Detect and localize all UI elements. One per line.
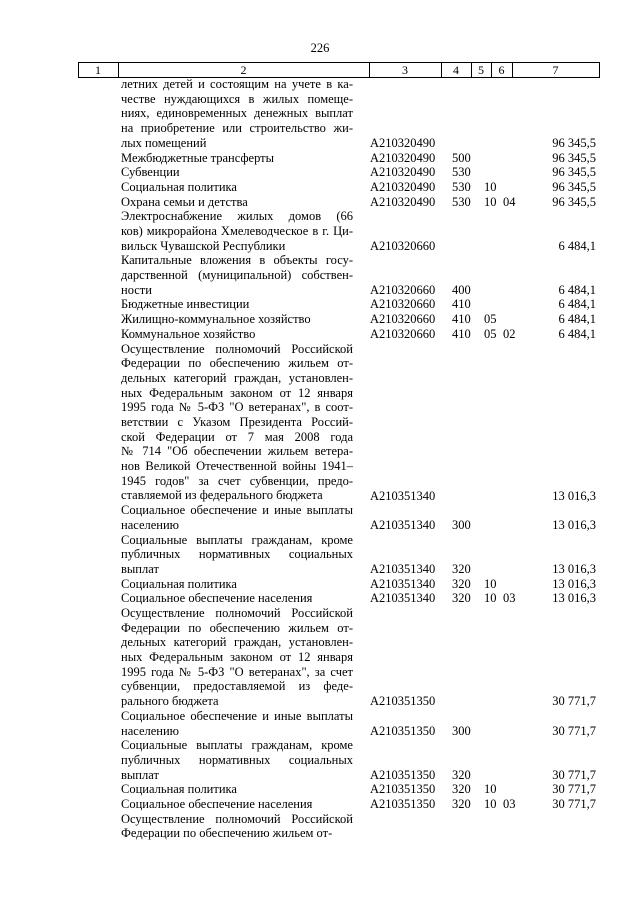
description-line: 1945 годов" за счет субвенции, предо- <box>121 473 353 488</box>
row-amount: 13 016,3 <box>552 576 596 591</box>
description-line: № 714 "Об обеспечении жильем ветера- <box>121 444 353 459</box>
table-row <box>0 312 640 327</box>
row-description <box>121 797 353 812</box>
row-amount: 13 016,3 <box>552 488 596 503</box>
row-amount: 96 345,5 <box>552 179 596 194</box>
row-amount: 13 016,3 <box>552 561 596 576</box>
row-description <box>121 342 353 504</box>
row-amount: 6 484,1 <box>558 312 596 327</box>
row-code: А210351350 <box>370 797 436 812</box>
row-expense-type: 410 <box>452 297 471 312</box>
row-expense-type: 300 <box>452 517 471 532</box>
description-line: Бюджетные инвестиции <box>121 297 250 312</box>
row-code: А210351340 <box>370 517 436 532</box>
row-amount: 30 771,7 <box>552 782 596 797</box>
description-line: публичных нормативных социальных <box>121 753 353 768</box>
table-row <box>0 709 640 738</box>
row-description <box>121 738 353 782</box>
row-code: А210320660 <box>370 282 436 297</box>
row-code: А210351340 <box>370 488 436 503</box>
table-row <box>0 342 640 504</box>
row-section: 05 <box>484 312 497 327</box>
description-line: Субвенции <box>121 165 180 180</box>
table-row <box>0 812 640 841</box>
row-amount: 96 345,5 <box>552 194 596 209</box>
description-line: населению <box>121 723 179 738</box>
row-code: А210320490 <box>370 165 436 180</box>
description-line: Социальная политика <box>121 179 237 194</box>
page-number: 226 <box>310 41 330 55</box>
row-expense-type: 300 <box>452 723 471 738</box>
row-section: 10 <box>484 576 497 591</box>
row-description <box>121 533 353 577</box>
description-line: населению <box>121 517 179 532</box>
row-amount: 6 484,1 <box>558 297 596 312</box>
description-line: Осуществление полномочий Российской <box>121 606 353 621</box>
row-description <box>121 297 353 312</box>
description-line: честве нуждающихся в жилых помеще- <box>121 91 353 106</box>
description-line: дарственной (муниципальной) собствен- <box>121 268 353 283</box>
description-line: дельных категорий граждан, установлен- <box>121 635 353 650</box>
description-line: ности <box>121 282 152 297</box>
description-line: Электроснабжение жилых домов (66 <box>121 209 353 224</box>
description-line: нов Великой Отечественной войны 1941– <box>121 459 353 473</box>
row-expense-type: 320 <box>452 591 471 606</box>
row-amount: 96 345,5 <box>552 135 596 150</box>
description-line: Федерации по обеспечению жильем от- <box>121 620 353 635</box>
header-col-6: 6 <box>498 63 505 77</box>
description-line: Осуществление полномочий Российской <box>121 341 353 356</box>
description-line: Социальные выплаты гражданам, кроме <box>121 532 353 547</box>
table-row <box>0 738 640 782</box>
row-description <box>121 253 353 297</box>
description-line: выплат <box>121 561 159 576</box>
description-line: субвенции, предоставляемой из феде- <box>121 679 353 694</box>
row-expense-type: 410 <box>452 326 471 341</box>
description-line: Капитальные вложения в объекты госу- <box>121 253 353 268</box>
row-amount: 13 016,3 <box>552 517 596 532</box>
row-section: 05 <box>484 326 497 341</box>
row-description <box>121 577 353 592</box>
description-line: Социальная политика <box>121 576 237 591</box>
table-row <box>0 195 640 210</box>
table-row <box>0 577 640 592</box>
row-code: А210351340 <box>370 561 436 576</box>
row-description <box>121 606 353 709</box>
description-line: Социальное обеспечение и иные выплаты <box>121 503 353 518</box>
table-row <box>0 503 640 532</box>
description-line: Межбюджетные трансферты <box>121 150 275 165</box>
description-line: летних детей и состоящим на учете в ка- <box>121 77 353 91</box>
header-col-1: 1 <box>95 63 101 77</box>
table-body <box>0 77 640 841</box>
header-col-4: 4 <box>453 63 459 77</box>
row-code: А210351350 <box>370 694 436 709</box>
row-amount: 6 484,1 <box>558 282 596 297</box>
table-row <box>0 165 640 180</box>
description-line: Жилищно-коммунальное хозяйство <box>121 312 311 327</box>
description-line: Социальное обеспечение и иные выплаты <box>121 708 353 723</box>
row-subsection: 03 <box>503 797 516 812</box>
description-line: дельных категорий граждан, установлен- <box>121 370 353 385</box>
description-line: Осуществление полномочий Российской <box>121 811 353 826</box>
row-description <box>121 151 353 166</box>
description-line: Социальная политика <box>121 782 237 797</box>
table-row <box>0 151 640 166</box>
row-description <box>121 327 353 342</box>
table-row <box>0 180 640 195</box>
row-subsection: 02 <box>503 326 516 341</box>
row-section: 10 <box>484 782 497 797</box>
row-description <box>121 165 353 180</box>
row-expense-type: 530 <box>452 194 471 209</box>
table-row <box>0 327 640 342</box>
row-code: А210351340 <box>370 591 436 606</box>
row-amount: 13 016,3 <box>552 591 596 606</box>
table-row <box>0 606 640 709</box>
table-row <box>0 782 640 797</box>
table-row <box>0 297 640 312</box>
row-expense-type: 320 <box>452 561 471 576</box>
row-expense-type: 530 <box>452 165 471 180</box>
table-row <box>0 591 640 606</box>
row-description <box>121 709 353 738</box>
description-line: публичных нормативных социальных <box>121 547 353 562</box>
row-code: А210351350 <box>370 767 436 782</box>
description-line: Социальные выплаты гражданам, кроме <box>121 738 353 753</box>
description-line: рального бюджета <box>121 694 219 709</box>
description-line: ставляемой из федерального бюджета <box>121 488 323 503</box>
row-section: 10 <box>484 179 497 194</box>
row-section: 10 <box>484 797 497 812</box>
header-col-3: 3 <box>402 63 408 77</box>
row-expense-type: 320 <box>452 767 471 782</box>
row-code: А210351350 <box>370 782 436 797</box>
row-amount: 30 771,7 <box>552 767 596 782</box>
row-code: А210320490 <box>370 150 436 165</box>
header-col-5: 5 <box>478 63 484 77</box>
row-code: А210320660 <box>370 312 436 327</box>
row-code: А210320660 <box>370 238 436 253</box>
description-line: 1995 года № 5-ФЗ "О ветеранах", в соот- <box>121 400 353 415</box>
row-description <box>121 812 353 841</box>
description-line: Социальное обеспечение населения <box>121 591 313 606</box>
row-expense-type: 320 <box>452 576 471 591</box>
row-code: А210320490 <box>370 179 436 194</box>
description-line: Охрана семьи и детства <box>121 194 248 209</box>
description-line: 1995 года № 5-ФЗ "О ветеранах", за счет <box>121 664 353 679</box>
row-code: А210320660 <box>370 326 436 341</box>
row-expense-type: 320 <box>452 797 471 812</box>
table-row <box>0 77 640 151</box>
table-row <box>0 209 640 253</box>
row-section: 10 <box>484 591 497 606</box>
description-line: на приобретение или строительство жи- <box>121 121 353 136</box>
table-row <box>0 533 640 577</box>
description-line: Социальное обеспечение населения <box>121 797 313 812</box>
table-row <box>0 253 640 297</box>
row-description <box>121 503 353 532</box>
row-expense-type: 320 <box>452 782 471 797</box>
row-code: А210320660 <box>370 297 436 312</box>
row-amount: 96 345,5 <box>552 150 596 165</box>
row-expense-type: 530 <box>452 179 471 194</box>
row-description <box>121 312 353 327</box>
row-description <box>121 591 353 606</box>
row-amount: 6 484,1 <box>558 326 596 341</box>
table-row <box>0 797 640 812</box>
row-expense-type: 500 <box>452 150 471 165</box>
header-col-2: 2 <box>240 63 247 77</box>
row-code: А210351340 <box>370 576 436 591</box>
row-description <box>121 77 353 150</box>
row-code: А210351350 <box>370 723 436 738</box>
description-line: ков) микрорайона Хмелеводческое в г. Ци- <box>121 223 353 238</box>
row-expense-type: 400 <box>452 282 471 297</box>
description-line: Коммунальное хозяйство <box>121 326 256 341</box>
description-line: ных Федеральным законом от 12 января <box>121 385 353 400</box>
row-amount: 6 484,1 <box>558 238 596 253</box>
row-code: А210320490 <box>370 135 436 150</box>
row-section: 10 <box>484 194 497 209</box>
row-amount: 30 771,7 <box>552 723 596 738</box>
row-amount: 30 771,7 <box>552 797 596 812</box>
row-subsection: 03 <box>503 591 516 606</box>
description-line: лых помещений <box>121 135 207 150</box>
header-col-7: 7 <box>552 63 559 77</box>
row-description <box>121 195 353 210</box>
row-description <box>121 180 353 195</box>
row-subsection: 04 <box>503 194 516 209</box>
row-amount: 30 771,7 <box>552 694 596 709</box>
row-amount: 96 345,5 <box>552 165 596 180</box>
description-line: Федерации по обеспечению жильем от- <box>121 356 353 371</box>
row-description <box>121 209 353 253</box>
row-expense-type: 410 <box>452 312 471 327</box>
description-line: выплат <box>121 767 159 782</box>
description-line: ных Федеральным законом от 12 января <box>121 650 353 665</box>
description-line: Федерации по обеспечению жильем от- <box>121 826 333 841</box>
description-line: ветствии с Указом Президента Россий- <box>121 414 353 429</box>
description-line: ниях, единовременных денежных выплат <box>121 106 353 121</box>
description-line: ской Федерации от 7 мая 2008 года <box>121 429 353 444</box>
description-line: вильск Чувашской Республики <box>121 238 286 253</box>
row-code: А210320490 <box>370 194 436 209</box>
table-header <box>78 62 600 78</box>
row-description <box>121 782 353 797</box>
